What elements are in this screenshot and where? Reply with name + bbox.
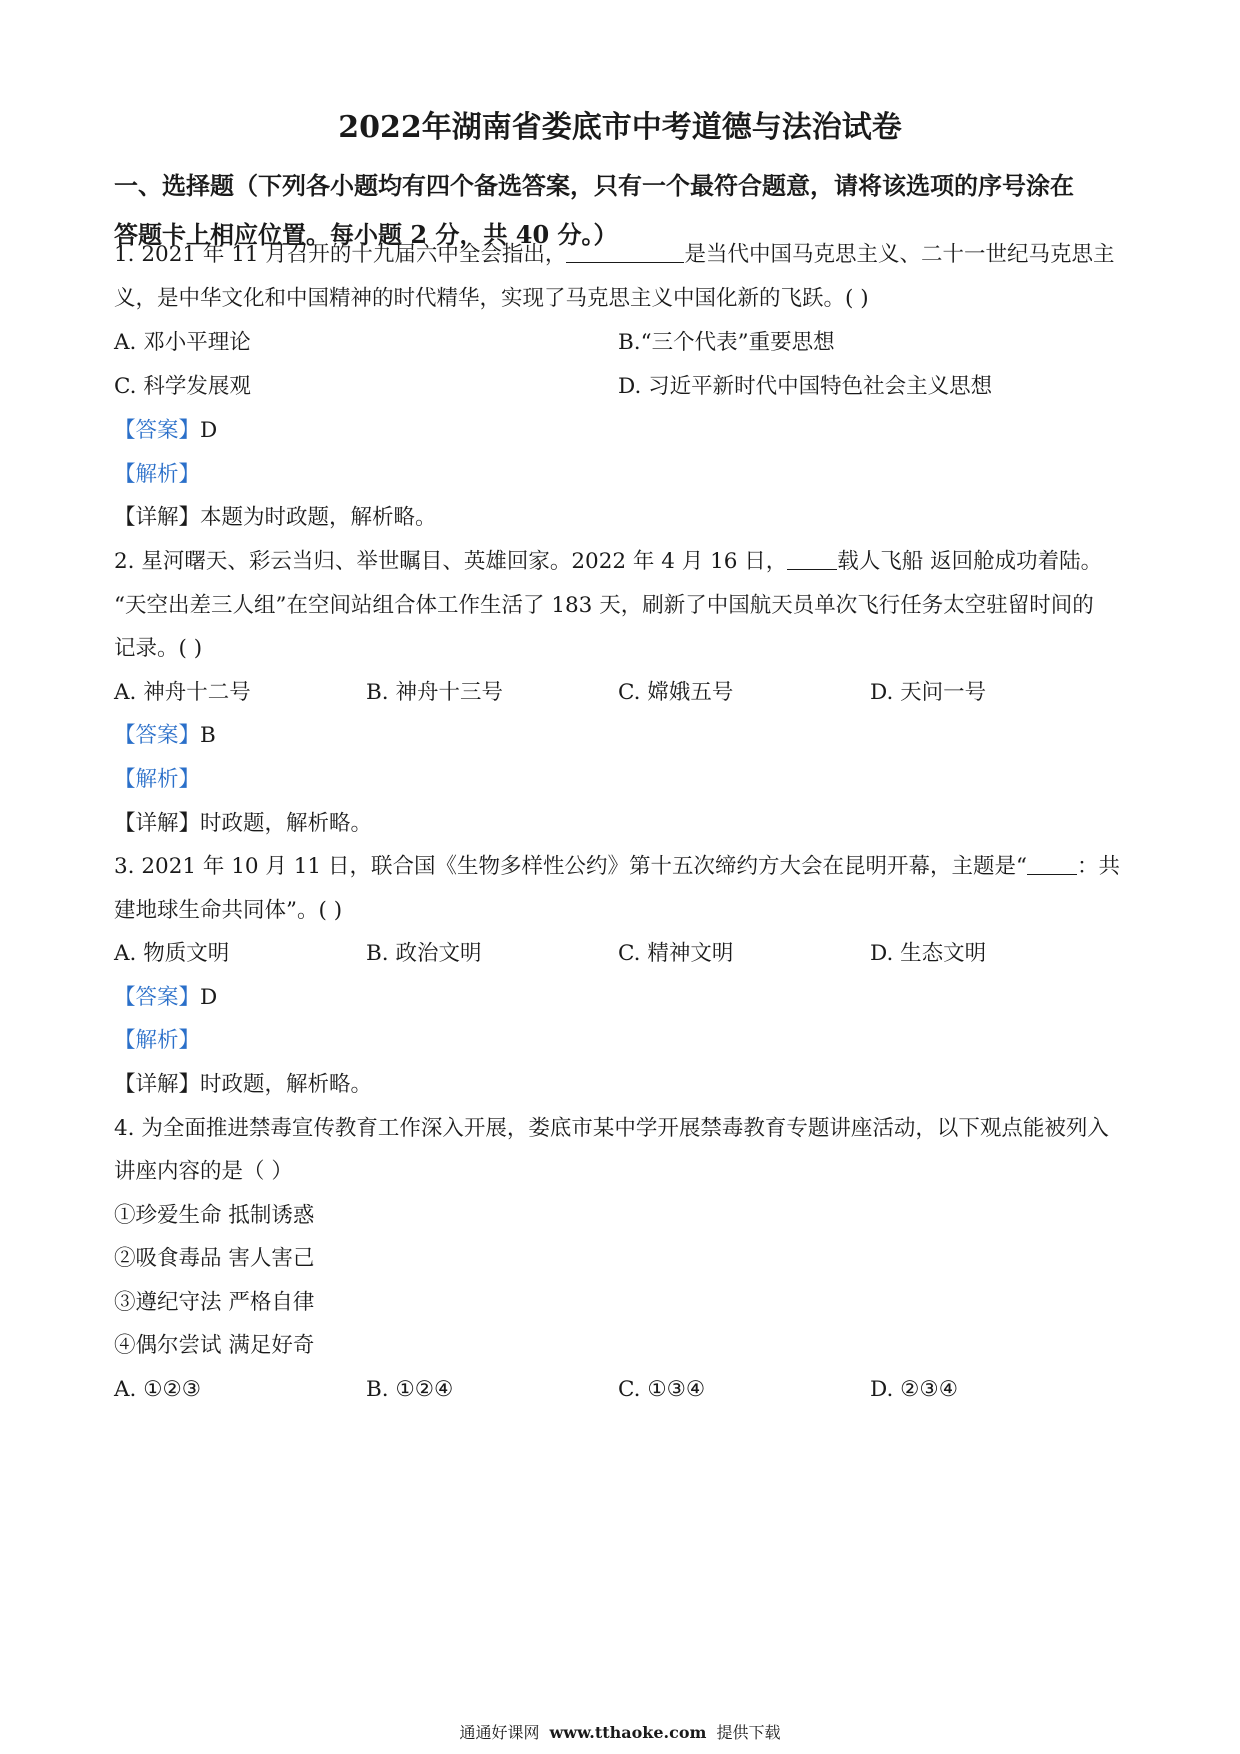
analysis-label: 【解析】: [114, 462, 201, 487]
footer-website-link[interactable]: www.tthaoke.com: [549, 1723, 707, 1742]
page-title: 2022年湖南省娄底市中考道德与法治试卷: [338, 110, 902, 145]
q1-detail-text: 本题为时政题，解析略。: [200, 505, 437, 530]
q2-stem-line-2: “天空出差三人组”在空间站组合体工作生活了 183 天，刷新了中国航天员单次飞行任务太空驻留时间的: [114, 593, 1094, 618]
q4-option-a: A. ①②③: [114, 1377, 202, 1402]
q4-statement-1: ①珍爱生命 抵制诱惑: [114, 1203, 315, 1228]
q1-analysis: [114, 460, 1124, 490]
q4-stem-line-2: 讲座内容的是（ ）: [114, 1159, 293, 1184]
q1-stem-post: 是当代中国马克思主义、二十一世纪马克思主: [684, 242, 1115, 267]
q2-option-a: A. 神舟十二号: [114, 680, 251, 705]
q4-statement-2: ②吸食毒品 害人害己: [114, 1246, 315, 1271]
footer-download-text: 提供下载: [716, 1723, 781, 1742]
q2-stem-line-1: [114, 547, 1124, 577]
q3-answer: [114, 983, 1124, 1013]
q1-option-b: B.“三个代表”重要思想: [618, 330, 835, 355]
q1-option-a: A. 邓小平理论: [114, 330, 251, 355]
q3-blank: [1027, 854, 1077, 875]
q3-detail: [114, 1070, 1124, 1100]
answer-label: 【答案】: [114, 985, 201, 1010]
q2-detail-text: 时政题，解析略。: [200, 811, 373, 836]
q2-option-b: B. 神舟十三号: [366, 680, 503, 705]
page-footer: [0, 1722, 1240, 1744]
q2-option-d: D. 天问一号: [870, 680, 987, 705]
q2-blank: [787, 549, 837, 570]
footer-brand: 通通好课网: [459, 1723, 540, 1742]
q1-stem-line-1: [114, 240, 1124, 270]
q2-answer-value: B: [200, 723, 216, 748]
q3-detail-text: 时政题，解析略。: [200, 1072, 373, 1097]
detail-label: 【详解】: [114, 1072, 201, 1097]
q1-option-d: D. 习近平新时代中国特色社会主义思想: [618, 374, 993, 399]
analysis-label: 【解析】: [114, 1028, 201, 1053]
q3-option-c: C. 精神文明: [618, 941, 734, 966]
q3-answer-value: D: [200, 985, 218, 1010]
q2-stem-line-3: 记录。( ): [114, 636, 203, 661]
q1-stem-line-2: 义，是中华文化和中国精神的时代精华，实现了马克思主义中国化新的飞跃。( ): [114, 286, 869, 311]
q4-statement-4: ④偶尔尝试 满足好奇: [114, 1333, 315, 1358]
q4-option-d: D. ②③④: [870, 1377, 958, 1402]
analysis-label: 【解析】: [114, 767, 201, 792]
q1-answer-value: D: [200, 418, 218, 443]
q2-option-c: C. 嫦娥五号: [618, 680, 734, 705]
q3-stem-line-1: [114, 852, 1124, 882]
q4-stem-line-1: 4. 为全面推进禁毒宣传教育工作深入开展，娄底市某中学开展禁毒教育专题讲座活动，以下观点能被列入: [114, 1116, 1109, 1141]
q2-analysis: [114, 765, 1124, 795]
q1-stem-pre: 1. 2021 年 11 月召开的十九届六中全会指出，: [114, 242, 567, 267]
q2-stem-post: 载人飞船 返回舱成功着陆。: [837, 549, 1103, 574]
q2-detail: [114, 809, 1124, 839]
q2-answer: [114, 721, 1124, 751]
q3-stem-line-2: 建地球生命共同体”。( ): [114, 898, 343, 923]
section-heading-line-1: 一、选择题（下列各小题均有四个备选答案，只有一个最符合题意，请将该选项的序号涂在: [114, 171, 1074, 200]
q3-option-a: A. 物质文明: [114, 941, 230, 966]
q1-option-c: C. 科学发展观: [114, 374, 251, 399]
q3-stem-pre: 3. 2021 年 10 月 11 日，联合国《生物多样性公约》第十五次缔约方大会在昆明开幕，主题是“: [114, 854, 1027, 879]
q4-statement-3: ③遵纪守法 严格自律: [114, 1290, 315, 1315]
q1-detail: [114, 503, 1124, 533]
detail-label: 【详解】: [114, 811, 201, 836]
answer-label: 【答案】: [114, 418, 201, 443]
section-heading-line-2: 答题卡上相应位置。每小题 2 分，共 40 分。）: [114, 220, 618, 249]
q3-option-b: B. 政治文明: [366, 941, 482, 966]
q2-stem-pre: 2. 星河曙天、彩云当归、举世瞩目、英雄回家。2022 年 4 月 16 日，: [114, 549, 788, 574]
q4-option-c: C. ①③④: [618, 1377, 706, 1402]
detail-label: 【详解】: [114, 505, 201, 530]
q3-option-d: D. 生态文明: [870, 941, 987, 966]
answer-label: 【答案】: [114, 723, 201, 748]
q3-analysis: [114, 1026, 1124, 1056]
q3-stem-post: ：共: [1076, 854, 1120, 879]
q4-option-b: B. ①②④: [366, 1377, 454, 1402]
q1-blank: [566, 242, 684, 263]
q1-answer: [114, 416, 1124, 446]
